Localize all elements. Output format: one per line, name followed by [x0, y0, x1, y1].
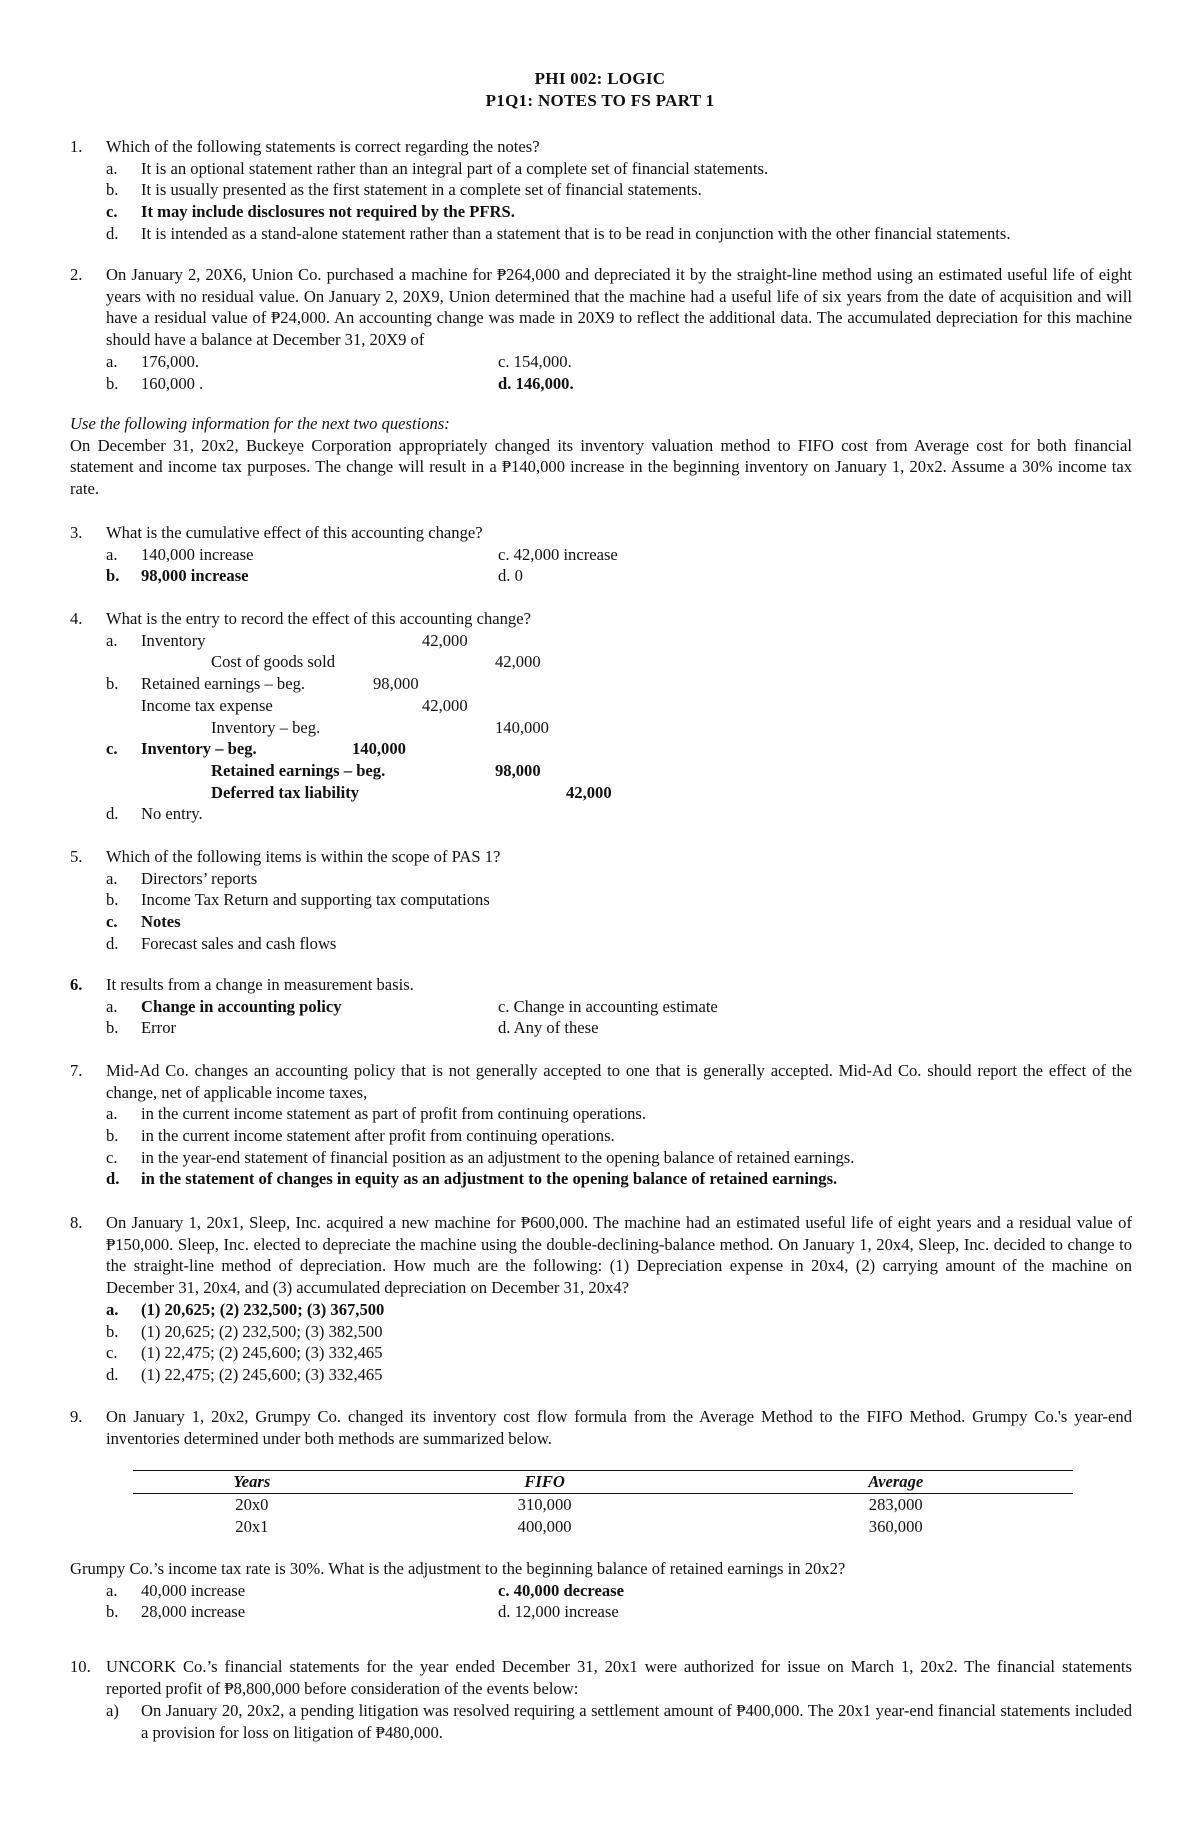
option-b: b. It is usually presented as the first statement in a complete set of financial statements. — [106, 180, 702, 200]
question-6 — [70, 974, 1132, 1039]
question-text: Which of the following statements is correct regarding the notes? — [106, 137, 540, 156]
question-7 — [70, 1060, 1132, 1190]
column-header-fifo: FIFO — [371, 1471, 719, 1494]
option-row-2: b. 160,000 . d. 146,000. — [106, 373, 574, 393]
journal-credit-answer: Retained earnings – beg. — [211, 760, 386, 780]
question-text: Mid-Ad Co. changes an accounting policy that is not generally accepted to one that is generally accepted. Mid-Ad Co. should report the effect of the change, net of applicable income taxes, — [106, 1061, 1132, 1102]
option-a-answer: a. (1) 20,625; (2) 232,500; (3) 367,500 — [106, 1299, 385, 1319]
question-number: 4. — [70, 609, 83, 628]
question-number: 9. — [70, 1407, 83, 1426]
question-text: Which of the following items is within the scope of PAS 1? — [106, 847, 501, 866]
question-number: 1. — [70, 137, 83, 156]
option-d: d. (1) 22,475; (2) 245,600; (3) 332,465 — [106, 1364, 383, 1384]
question-text: Grumpy Co.’s income tax rate is 30%. What is the adjustment to the beginning balance of retained earnings in 20x2? — [70, 1559, 846, 1578]
option-a: a. Directors’ reports — [106, 868, 258, 888]
question-10 — [70, 1656, 1132, 1699]
option-d-answer: d. in the statement of changes in equity as an adjustment to the opening balance of retained earnings. — [106, 1169, 838, 1189]
journal-debit: Income tax expense — [141, 695, 273, 715]
table-header-row — [133, 1471, 1073, 1494]
question-9-continued — [70, 1558, 1132, 1623]
question-text: On January 1, 20x1, Sleep, Inc. acquired a new machine for ₱600,000. The machine had an estimated useful life of eight years and a residual value of ₱150,000. Sleep, Inc. elected to depreciate the machine using the double-declining-balance method. On January 1, 20x4, Sleep, Inc. decided to change to the straight-line method of depreciation. How much are the following: (1) Depreciation expense in 20x4, (2) carrying amount of the machine on December 31, 20x4, and (3) accumulated depreciation on December 31, 20x4? — [106, 1213, 1132, 1298]
option-d: No entry. — [141, 804, 203, 824]
sub-item-a: a) On January 20, 20x2, a pending litigation was resolved requiring a settlement amount of ₱400,000. The 20x1 year-end financial statements included a provision for loss on litigation of ₱480,000. — [106, 1701, 1132, 1742]
option-d-answer: d. 146,000. — [498, 373, 574, 393]
question-number: 3. — [70, 523, 83, 542]
inventory-table — [133, 1470, 1073, 1537]
question-1 — [70, 136, 1132, 244]
question-5 — [70, 846, 1132, 954]
option-b: b. in the current income statement after profit from continuing operations. — [106, 1126, 615, 1146]
option-b-answer: 98,000 increase — [141, 566, 249, 586]
document-subtitle: P1Q1: NOTES TO FS PART 1 — [485, 91, 715, 110]
option-c-answer: c. It may include disclosures not required by the PFRS. — [106, 202, 515, 222]
option-b: b. (1) 20,625; (2) 232,500; (3) 382,500 — [106, 1321, 383, 1341]
option-a: a. in the current income statement as part of profit from continuing operations. — [106, 1104, 647, 1124]
table-row: 20x1 400,000 360,000 — [235, 1516, 923, 1536]
question-number: 10. — [70, 1657, 91, 1676]
option-a: a. It is an optional statement rather than an integral part of a complete set of financial statements. — [106, 158, 769, 178]
option-row-1: a. Change in accounting policy c. Change in accounting estimate — [106, 996, 718, 1016]
course-title: PHI 002: LOGIC — [534, 69, 666, 88]
info-text: On December 31, 20x2, Buckeye Corporation appropriately changed its inventory valuation method to FIFO cost from Average cost for both financial statement and income tax purposes. The change will result in a ₱140,000 increase in the beginning inventory on January 1, 20x2. Assume a 30% income tax rate. — [70, 435, 1132, 499]
option-row-1: a. 176,000. c. 154,000. — [106, 351, 572, 371]
column-header-years: Years — [133, 1471, 371, 1494]
question-3 — [70, 522, 1132, 587]
question-number: 5. — [70, 847, 83, 866]
question-text: It results from a change in measurement basis. — [106, 975, 414, 994]
option-row-1: a. 40,000 increase c. 40,000 decrease — [106, 1580, 624, 1600]
question-text: On January 1, 20x2, Grumpy Co. changed its inventory cost flow formula from the Average Method to the FIFO Method. Grumpy Co.'s year-end inventories determined under both methods are summarized below. — [106, 1407, 1132, 1448]
journal-credit: Cost of goods sold — [211, 652, 336, 672]
journal-credit-answer: Deferred tax liability — [211, 782, 360, 802]
journal-debit: Retained earnings – beg. — [141, 674, 306, 694]
option-d: d. It is intended as a stand-alone statement rather than a statement that is to be read in conjunction with the other financial statements. — [106, 223, 1011, 243]
question-number: 8. — [70, 1213, 83, 1232]
option-row-2: b. 98,000 increase d. 0 — [106, 566, 523, 586]
option-c: c. (1) 22,475; (2) 245,600; (3) 332,465 — [106, 1343, 383, 1363]
option-b: b. Income Tax Return and supporting tax computations — [106, 890, 490, 910]
question-number: 7. — [70, 1061, 83, 1080]
option-c-answer: c. 40,000 decrease — [498, 1580, 624, 1600]
question-number: 2. — [70, 265, 83, 284]
journal-debit: Inventory — [141, 630, 206, 650]
question-4: 4. What is the entry to record the effect of this accounting change? a. Inventory 42,000 Cost of goods sold 42,000 b. Retained earnings – beg. 98,000 Income tax expense 42,000 Inventory – beg. 140,000 c. Inventory – beg. 140,000 Retained earnings – beg. 98,000 Deferred tax liability 42,000 d. No entry. — [70, 608, 1132, 818]
journal-credit: Inventory – beg. — [211, 717, 321, 737]
option-a-answer: Change in accounting policy — [141, 996, 342, 1016]
table-row: 20x0 310,000 283,000 — [235, 1495, 923, 1514]
question-number: 6. — [70, 975, 83, 994]
option-row-2: b. Error d. Any of these — [106, 1018, 599, 1038]
info-intro: Use the following information for the next two questions: — [70, 414, 450, 433]
shared-information — [70, 413, 1132, 500]
option-row-2: b. 28,000 increase d. 12,000 increase — [106, 1602, 619, 1622]
journal-debit-answer: Inventory – beg. — [141, 739, 257, 759]
question-9 — [70, 1406, 1132, 1449]
column-header-average: Average — [718, 1471, 1073, 1494]
question-text: What is the entry to record the effect of this accounting change? — [106, 609, 531, 628]
option-d: d. Forecast sales and cash flows — [106, 933, 337, 953]
option-c: c. in the year-end statement of financial position as an adjustment to the opening balance of retained earnings. — [106, 1147, 855, 1167]
option-row-1: a. 140,000 increase c. 42,000 increase — [106, 544, 618, 564]
question-8 — [70, 1212, 1132, 1386]
question-text: UNCORK Co.’s financial statements for the year ended December 31, 20x1 were authorized for issue on March 1, 20x2. The financial statements reported profit of ₱8,800,000 before consideration of the events below: — [106, 1657, 1132, 1698]
question-2 — [70, 264, 1132, 394]
question-text: On January 2, 20X6, Union Co. purchased a machine for ₱264,000 and depreciated it by the straight-line method using an estimated useful life of eight years with no residual value. On January 2, 20X9, Union determined that the machine had a useful life of six years from the date of acquisition and will have a residual value of ₱24,000. An accounting change was made in 20X9 to reflect the additional data. The accumulated depreciation for this machine should have a balance at December 31, 20X9 of — [106, 265, 1132, 350]
option-c-answer: c. Notes — [106, 912, 181, 932]
question-text: What is the cumulative effect of this accounting change? — [106, 523, 483, 542]
